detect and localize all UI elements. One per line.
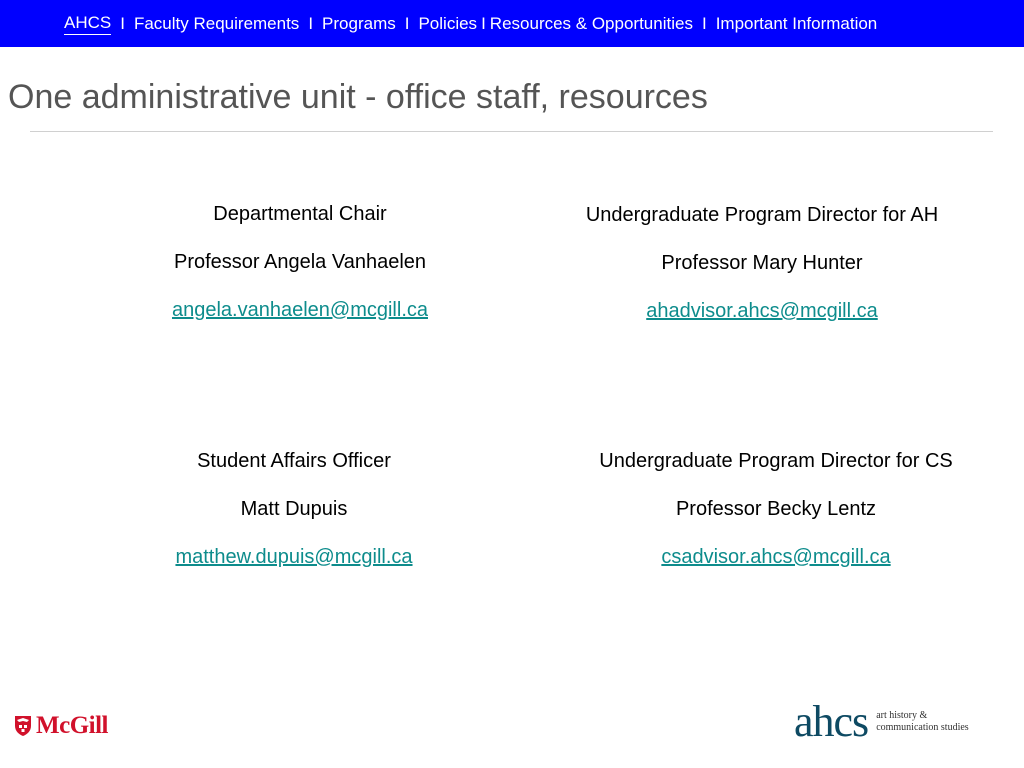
nav-item-faculty-requirements[interactable]: Faculty Requirements <box>133 13 300 33</box>
ahcs-logo-word: ahcs <box>794 697 869 746</box>
mcgill-logo <box>14 712 108 740</box>
nav-separator: I <box>308 13 314 33</box>
ahcs-logo <box>794 697 969 746</box>
contact-role: Student Affairs Officer <box>197 450 391 472</box>
contact-role: Departmental Chair <box>213 203 387 225</box>
contact-email-link[interactable]: angela.vanhaelen@mcgill.ca <box>171 299 428 321</box>
title-divider <box>30 131 993 132</box>
contact-email-link[interactable]: ahadvisor.ahcs@mcgill.ca <box>646 300 878 322</box>
ahcs-logo-subtitle <box>876 710 969 734</box>
ahcs-logo-subtitle-line: art history & <box>876 710 928 721</box>
nav-item-resources-opportunities[interactable]: Resources & Opportunities <box>489 13 693 33</box>
contact-role: Undergraduate Program Director for AH <box>585 204 939 226</box>
contact-student-affairs <box>144 449 444 593</box>
contact-departmental-chair <box>150 202 450 346</box>
nav-item-important-information[interactable]: Important Information <box>715 13 878 33</box>
nav-separator: I <box>404 13 410 33</box>
nav-separator: I <box>481 13 486 33</box>
contact-director-ah <box>536 203 988 347</box>
mcgill-logo-text: McGill <box>36 712 108 739</box>
contact-email-link[interactable]: matthew.dupuis@mcgill.ca <box>175 546 413 568</box>
contact-name: Matt Dupuis <box>240 498 348 520</box>
contact-email-link[interactable]: csadvisor.ahcs@mcgill.ca <box>661 546 891 568</box>
mcgill-crest-icon <box>14 715 32 737</box>
nav-separator: I <box>701 13 707 33</box>
page-title: One administrative unit - office staff, resources <box>8 78 708 116</box>
ahcs-logo-subtitle-line: communication studies <box>876 722 969 733</box>
contact-director-cs <box>550 449 1002 593</box>
contact-name: Professor Becky Lentz <box>675 498 877 520</box>
contact-role: Undergraduate Program Director for CS <box>599 450 953 472</box>
contact-name: Professor Angela Vanhaelen <box>173 251 427 273</box>
nav-separator: I <box>120 13 125 33</box>
nav-item-ahcs[interactable]: AHCS <box>64 13 111 35</box>
top-navigation <box>0 0 1024 47</box>
contact-name: Professor Mary Hunter <box>661 252 863 274</box>
nav-item-programs[interactable]: Programs <box>322 13 396 33</box>
nav-item-policies[interactable]: Policies <box>418 13 478 33</box>
